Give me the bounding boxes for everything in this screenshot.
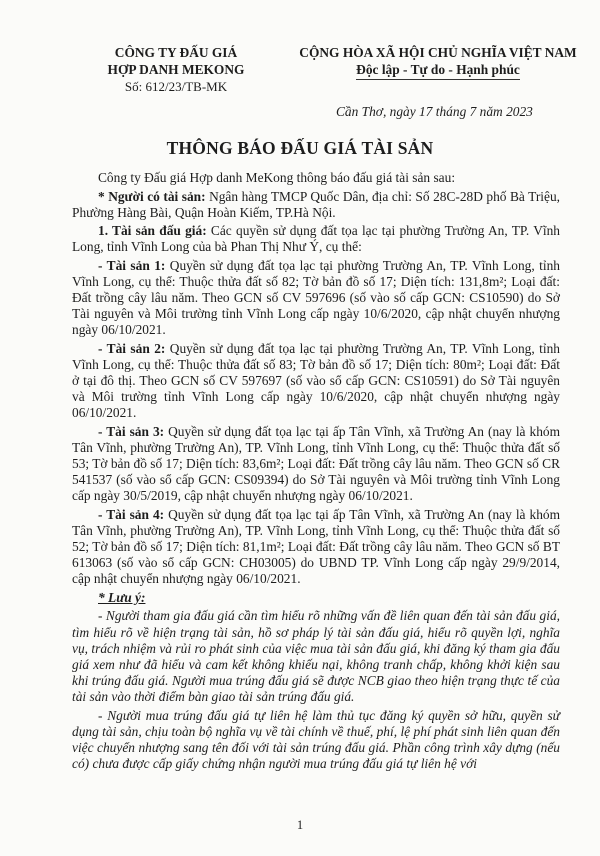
asset-1-text: Quyền sử dụng đất tọa lạc tại phường Trường An, TP. Vĩnh Long, tỉnh Vĩnh Long, cụ thể: Thuộc thửa đất số 82; Tờ bản đồ số 17; Diện tích: 131,8m²; Loại đất: Đất trồng cây lâu năm. Theo GCN số CV 597696 (số vào số cấp GCN: CS10590) do Sở Tài nguyên và Môi trường tỉnh Vĩnh Long cấp ngày 10/6/2020, cập nhật chuyển nhượng ngày 06/10/2021. <box>72 257 560 338</box>
company-header <box>86 44 266 95</box>
document-title: THÔNG BÁO ĐẤU GIÁ TÀI SẢN <box>166 138 434 158</box>
asset-3-label: - Tài sản 3: <box>98 423 165 439</box>
national-header <box>288 44 588 80</box>
note-heading-paragraph <box>72 590 560 606</box>
page-number: 1 <box>296 818 304 832</box>
asset-heading-text: Các quyền sử dụng đất tọa lạc tại phường Trường An, TP. Vĩnh Long, tỉnh Vĩnh Long của bà Phan Thị Như Ý, cụ thể: <box>72 223 560 255</box>
asset-4-label: - Tài sản 4: <box>98 506 165 522</box>
company-name-line1: CÔNG TY ĐẤU GIÁ <box>114 45 238 60</box>
company-name-line2: HỢP DANH MEKONG <box>107 62 245 77</box>
note-2-paragraph: - Người mua trúng đấu giá tự liên hệ làm thủ tục đăng ký quyền sở hữu, quyền sử dụng tài sản, chịu toàn bộ nghĩa vụ về tài chính về thuế, phí, lệ phí phát sinh liên quan đến việc chuyển nhượng sang tên đối với tài sản trúng đấu giá. Phần công trình xây dựng (nếu có) chưa được cấp giấy chứng nhận người mua trúng đấu giá tự liên hệ với <box>72 707 560 771</box>
asset-4-paragraph <box>72 507 560 587</box>
asset-heading-label: 1. Tài sản đấu giá: <box>98 223 207 239</box>
asset-3-paragraph <box>72 424 560 504</box>
note-1-paragraph: - Người tham gia đấu giá cần tìm hiểu rõ những vấn đề liên quan đến tài sản đấu giá, tìm hiểu rõ về hiện trạng tài sản, hồ sơ pháp lý tài sản đấu giá, hiểu rõ quyền lợi, nghĩa vụ, trách nhiệm và rủi ro phát sinh của việc mua tài sản đấu giá, khi đăng ký tham gia đấu giá xem như đã hiểu và cam kết không khiếu nại, không tranh chấp, không khởi kiện sau khi trúng đấu giá. Người mua trúng đấu giá sẽ được NCB giao theo hiện trạng thực tế của tài sản vào thời điểm bàn giao tài sản trúng đấu giá. <box>72 608 560 704</box>
document-number: Số: 612/23/TB-MK <box>124 79 228 94</box>
asset-1-label: - Tài sản 1: <box>98 257 166 273</box>
asset-2-label: - Tài sản 2: <box>98 340 166 356</box>
owner-text: Ngân hàng TMCP Quốc Dân, địa chỉ: Số 28C-28D phố Bà Triệu, Phường Hàng Bài, Quận Hoàn Kiếm, TP.Hà Nội. <box>72 188 560 220</box>
intro-paragraph: Công ty Đấu giá Hợp danh MeKong thông báo đấu giá tài sản sau: <box>98 170 456 185</box>
note-heading: * Lưu ý: <box>98 589 146 605</box>
asset-4-text: Quyền sử dụng đất tọa lạc tại ấp Tân Vĩnh, xã Trường An (nay là khóm Tân Vĩnh, phường Trường An), TP. Vĩnh Long, tỉnh Vĩnh Long, cụ thể: Thuộc thửa đất số 52; Tờ bản đồ số 17; Diện tích: 81,1m²; Loại đất: Đất trồng cây lâu năm. Theo GCN số BT 613063 (số vào sổ cấp GCN: CH03005) do UBND TP. Vĩnh Long cấp ngày 29/9/2014, cập nhật chuyển nhượng ngày 06/10/2021. <box>72 506 560 587</box>
nation-title: CỘNG HÒA XÃ HỘI CHỦ NGHĨA VIỆT NAM <box>299 45 577 60</box>
date-line: Cần Thơ, ngày 17 tháng 7 năm 2023 <box>336 104 533 119</box>
asset-1-paragraph <box>72 258 560 338</box>
asset-3-text: Quyền sử dụng đất tọa lạc tại ấp Tân Vĩnh, xã Trường An (nay là khóm Tân Vĩnh, phường Trường An), TP. Vĩnh Long, tỉnh Vĩnh Long, cụ thể: Thuộc thửa đất số 53; Tờ bản đồ số 17; Diện tích: 83,6m²; Loại đất: Đất trồng cây lâu năm. Theo GCN số CR 541537 (số vào sổ cấp GCN: CS09394) do Sở Tài nguyên và Môi trường tỉnh Vĩnh Long cấp ngày 30/5/2019, cập nhật chuyển nhượng ngày 06/10/2021. <box>72 423 560 504</box>
document-body <box>72 170 560 774</box>
asset-heading-paragraph <box>72 223 560 255</box>
owner-label: * Người có tài sản: <box>98 188 206 204</box>
asset-2-paragraph <box>72 341 560 421</box>
national-motto: Độc lập - Tự do - Hạnh phúc <box>356 61 520 80</box>
asset-2-text: Quyền sử dụng đất tọa lạc tại phường Trường An, TP. Vĩnh Long, tỉnh Vĩnh Long, cụ thể: Thuộc thửa đất số 83; Tờ bản đồ số 17; Diện tích: 80m²; Loại đất: Đất ở tại đô thị. Theo GCN số CV 597697 (số vào sổ cấp GCN: CS10591) do Sở Tài nguyên và Môi trường tỉnh Vĩnh Long cấp ngày 10/6/2020, cập nhật chuyển nhượng ngày 06/10/2021. <box>72 340 560 421</box>
owner-paragraph <box>72 189 560 221</box>
